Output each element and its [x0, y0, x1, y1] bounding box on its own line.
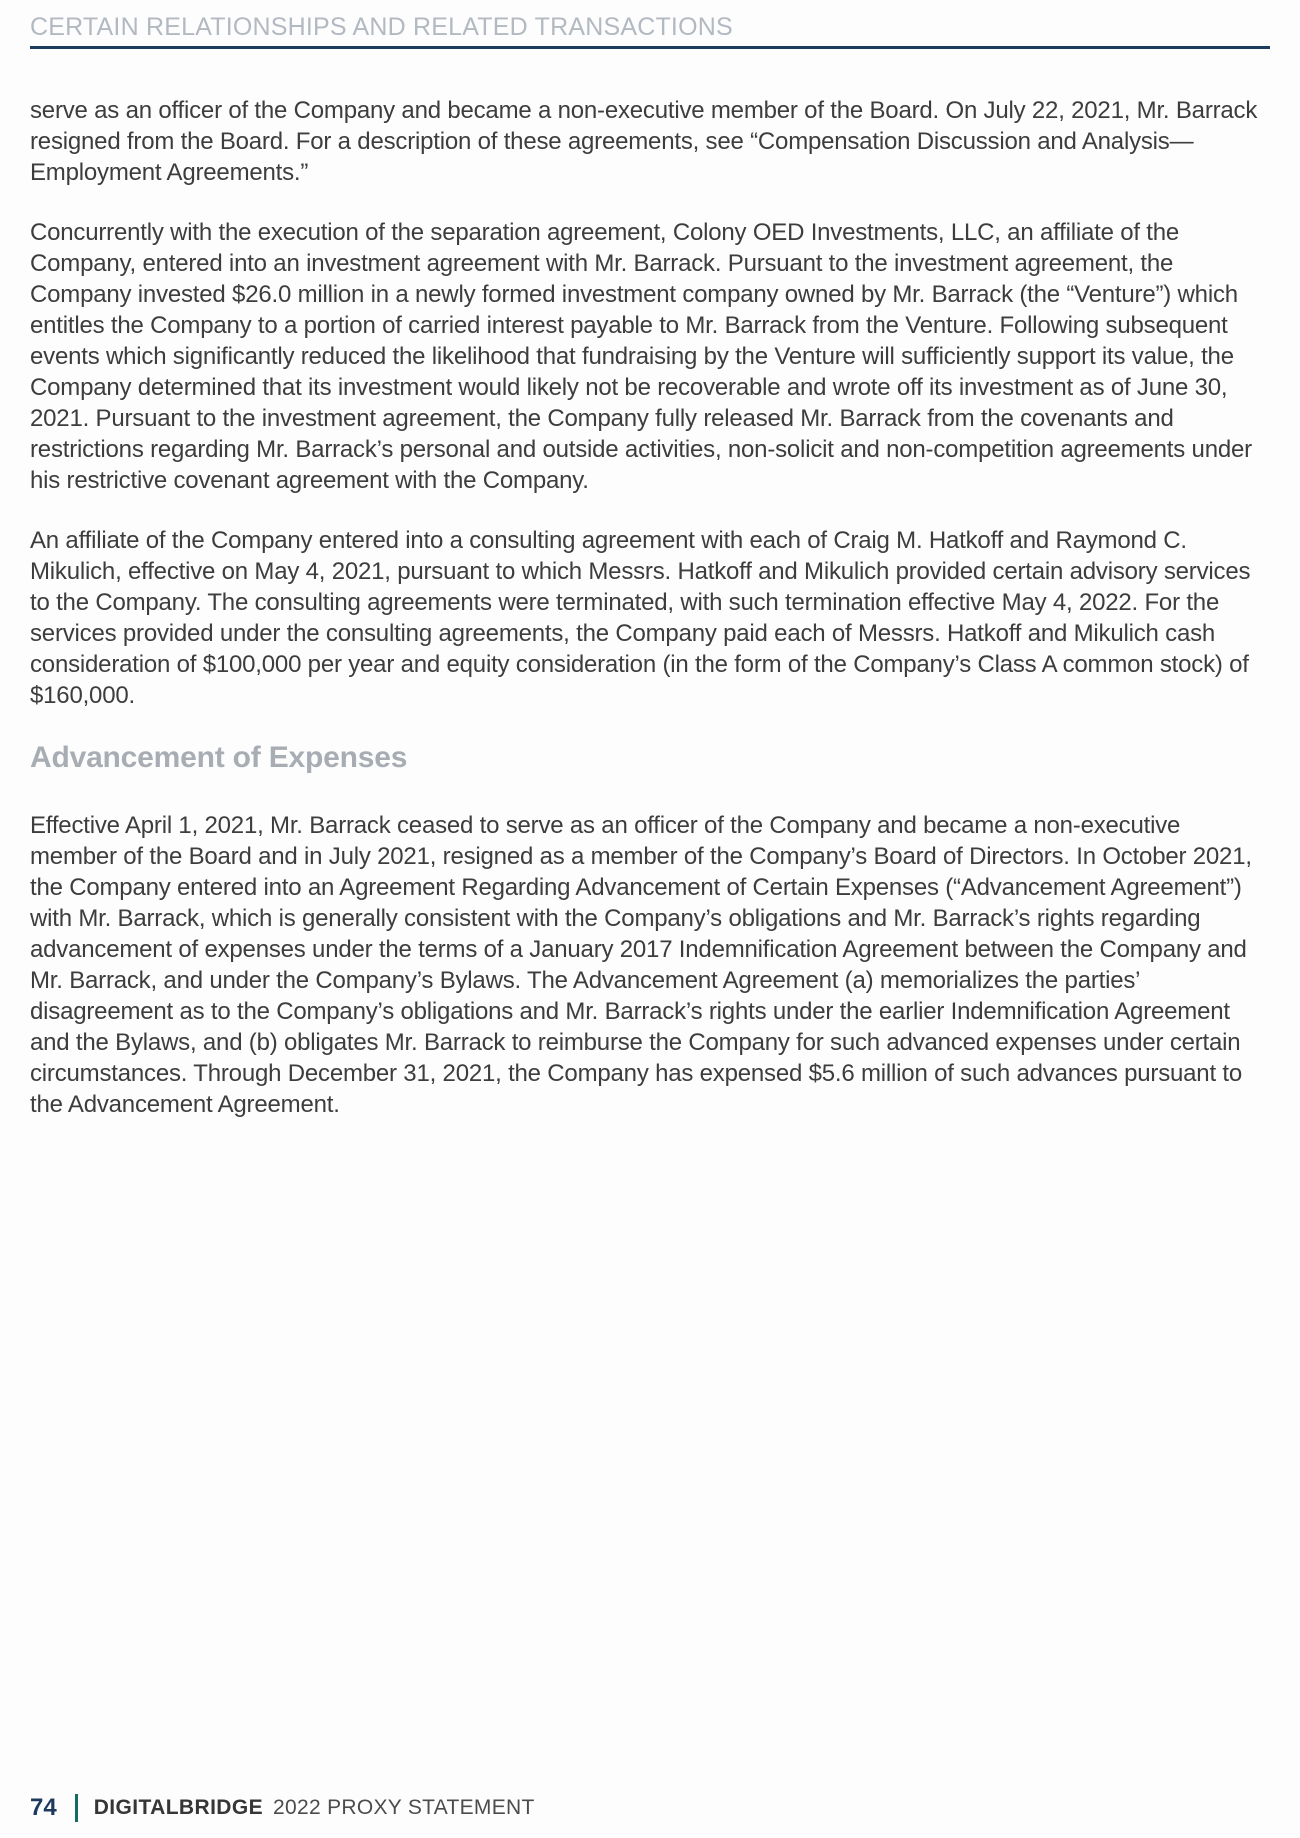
body-paragraph: Effective April 1, 2021, Mr. Barrack ceased to serve as an officer of the Company and became a non-executive member of the Board and in July 2021, resigned as a member of the Company’s Board of Directors. In October 2021, the Company entered into an Agreement Regarding Advancement of Certain Expenses (“Advancement Agreement”) with Mr. Barrack, which is generally consistent with the Company’s obligations and Mr. Barrack’s rights regarding advancement of expenses under the terms of a January 2017 Indemnification Agreement between the Company and Mr. Barrack, and under the Company’s Bylaws. The Advancement Agreement (a) memorializes the parties’ disagreement as to the Company’s obligations and Mr. Barrack’s rights under the earlier Indemnification Agreement and the Bylaws, and (b) obligates Mr. Barrack to reimburse the Company for such advanced expenses under certain circumstances. Through December 31, 2021, the Company has expensed $5.6 million of such advances pursuant to the Advancement Agreement.	[30, 812, 1252, 1118]
body-paragraph: serve as an officer of the Company and became a non-executive member of the Board. On July 22, 2021, Mr. Barrack resigned from the Board. For a description of these agreements, see “Compensation Discussion and Analysis—Employment Agreements.”	[30, 97, 1258, 186]
page-footer	[30, 1794, 535, 1822]
section-heading-advancement-of-expenses: Advancement of Expenses	[30, 741, 408, 774]
footer-divider	[75, 1794, 78, 1822]
body-paragraph: An affiliate of the Company entered into a consulting agreement with each of Craig M. Hatkoff and Raymond C. Mikulich, effective on May 4, 2021, pursuant to which Messrs. Hatkoff and Mikulich provided certain advisory services to the Company. The consulting agreements were terminated, with such termination effective May 4, 2022. For the services provided under the consulting agreements, the Company paid each of Messrs. Hatkoff and Mikulich cash consideration of $100,000 per year and equity consideration (in the form of the Company’s Class A common stock) of $160,000.	[30, 527, 1251, 709]
page-number: 74	[30, 1794, 57, 1821]
footer-brand: DIGITALBRIDGE	[93, 1796, 264, 1819]
page-title: CERTAIN RELATIONSHIPS AND RELATED TRANSACTIONS	[30, 13, 733, 41]
footer-proxy-statement-label: 2022 PROXY STATEMENT	[273, 1796, 535, 1819]
page-content	[30, 95, 1270, 1120]
body-paragraph: Concurrently with the execution of the separation agreement, Colony OED Investments, LLC, an affiliate of the Company, entered into an investment agreement with Mr. Barrack. Pursuant to the investment agreement, the Company invested $26.0 million in a newly formed investment company owned by Mr. Barrack (the “Venture”) which entitles the Company to a portion of carried interest payable to Mr. Barrack from the Venture. Following subsequent events which significantly reduced the likelihood that fundraising by the Venture will sufficiently support its value, the Company determined that its investment would likely not be recoverable and wrote off its investment as of June 30, 2021. Pursuant to the investment agreement, the Company fully released Mr. Barrack from the covenants and restrictions regarding Mr. Barrack’s personal and outside activities, non-solicit and non-competition agreements under his restrictive covenant agreement with the Company.	[30, 219, 1252, 494]
page-header	[30, 0, 1270, 49]
